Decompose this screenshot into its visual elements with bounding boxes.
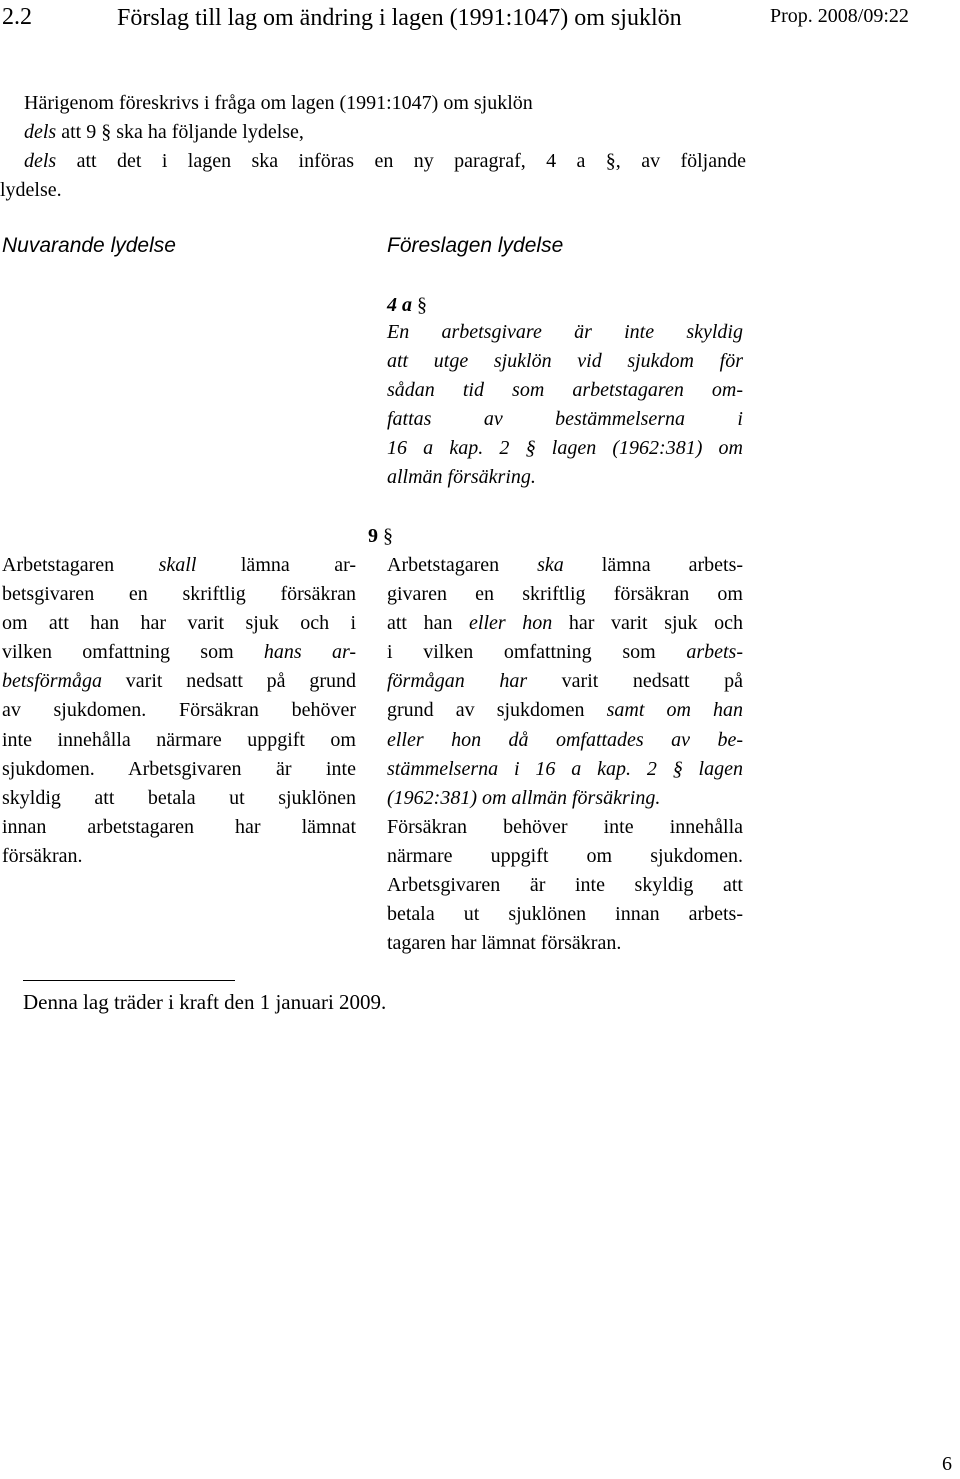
footnote-divider <box>23 980 235 981</box>
entry-into-force-note: Denna lag träder i kraft den 1 januari 2009. <box>23 990 387 1014</box>
section-4a-heading <box>387 293 427 317</box>
emphasis-run: samt om han <box>606 699 744 722</box>
current-line: försäkran. <box>2 844 83 867</box>
proposition-reference: Prop. 2008/09:22 <box>770 5 909 27</box>
proposed-line <box>387 696 743 725</box>
current-line <box>2 638 356 667</box>
intro-line-3-text: att det i lagen ska införas en ny paragraf, 4 a §, av följande <box>56 150 746 172</box>
section-4a-line: fattas av bestämmelserna i <box>387 408 743 430</box>
section-9-label: 9 <box>368 525 378 547</box>
intro-dels-1: dels <box>24 121 57 143</box>
proposed-line <box>387 667 743 696</box>
text-run: i vilken omfattning som <box>387 641 687 664</box>
proposed-line <box>387 638 743 667</box>
section-title: Förslag till lag om ändring i lagen (1991:1047) om sjuklön <box>117 5 682 31</box>
current-line <box>2 667 356 696</box>
emphasis-run: eller hon då omfattades av be- <box>387 728 743 751</box>
proposed-line: givaren en skriftlig försäkran om <box>387 583 743 606</box>
text-run: vilken omfattning som <box>2 641 264 664</box>
emphasis-run: eller hon <box>469 612 553 635</box>
text-run: lämna arbets- <box>563 554 744 576</box>
proposed-line: tagaren har lämnat försäkran. <box>387 932 622 955</box>
current-line: skyldig att betala ut sjuklönen <box>2 786 356 809</box>
current-line: innan arbetstagaren har lämnat <box>2 815 356 838</box>
proposed-line: närmare uppgift om sjukdomen. <box>387 844 743 867</box>
text-run: lämna ar- <box>196 554 357 576</box>
text-run: Arbetstagaren <box>2 554 159 576</box>
proposed-line: Försäkran behöver inte innehålla <box>387 815 743 838</box>
text-run: varit nedsatt på grund <box>102 670 356 693</box>
text-run: grund av sjukdomen <box>387 699 607 722</box>
emphasis-run: arbets- <box>686 641 743 664</box>
proposed-line <box>387 551 743 580</box>
proposed-line: betala ut sjuklönen innan arbets- <box>387 903 743 926</box>
proposed-line <box>387 784 743 813</box>
emphasis-run: betsförmåga <box>2 670 102 693</box>
current-wording-text <box>2 551 356 871</box>
emphasis-run: ska <box>537 554 564 576</box>
proposed-line <box>387 726 743 755</box>
section-4a-line: att utge sjuklön vid sjukdom för <box>387 350 743 372</box>
section-4a-text <box>387 318 743 492</box>
proposed-line <box>387 755 743 784</box>
section-4a-line: 16 a kap. 2 § lagen (1962:381) om <box>387 437 743 459</box>
current-line: sjukdomen. Arbetsgivaren är inte <box>2 757 356 780</box>
text-run: har varit sjuk och <box>552 612 743 635</box>
intro-line-3 <box>24 147 746 176</box>
current-line: inte innehålla närmare uppgift om <box>2 728 356 751</box>
emphasis-run: stämmelserna i 16 a kap. 2 § lagen <box>387 757 743 780</box>
text-run: Arbetstagaren <box>387 554 538 576</box>
text-run: att han <box>387 612 470 635</box>
emphasis-run: hans ar- <box>263 641 357 664</box>
section-sign: § <box>417 294 427 316</box>
section-sign: § <box>383 525 393 547</box>
intro-line-2 <box>24 118 754 147</box>
proposed-wording-heading: Föreslagen lydelse <box>387 234 564 257</box>
intro-line-1: Härigenom föreskrivs i fråga om lagen (1991:1047) om sjuklön <box>24 92 533 114</box>
current-wording-heading: Nuvarande lydelse <box>2 234 176 257</box>
emphasis-run: (1962:381) om allmän försäkring. <box>387 786 661 809</box>
current-line: om att han har varit sjuk och i <box>2 612 356 635</box>
current-line <box>2 551 356 580</box>
intro-line-2-text: att 9 § ska ha följande lydelse, <box>56 121 304 143</box>
section-4a-line: En arbetsgivare är inte skyldig <box>387 321 743 343</box>
section-4a-line: sådan tid som arbetstagaren om- <box>387 379 743 401</box>
section-number: 2.2 <box>2 4 32 30</box>
proposed-wording-text <box>387 551 743 958</box>
intro-line-4: lydelse. <box>0 179 62 201</box>
proposed-line <box>387 609 743 638</box>
section-4a-label: 4 a <box>387 294 412 316</box>
current-line: betsgivaren en skriftlig försäkran <box>2 583 356 606</box>
text-run: varit nedsatt på <box>527 670 743 693</box>
section-4a-line: allmän försäkring. <box>387 466 536 488</box>
proposed-line: Arbetsgivaren är inte skyldig att <box>387 874 743 897</box>
section-9-heading <box>368 524 393 548</box>
page-number: 6 <box>942 1453 952 1475</box>
intro-dels-2: dels <box>24 150 57 172</box>
emphasis-run: förmågan har <box>387 670 528 693</box>
emphasis-run: skall <box>158 554 197 576</box>
intro-paragraph <box>0 89 754 205</box>
current-line: av sjukdomen. Försäkran behöver <box>2 699 356 722</box>
